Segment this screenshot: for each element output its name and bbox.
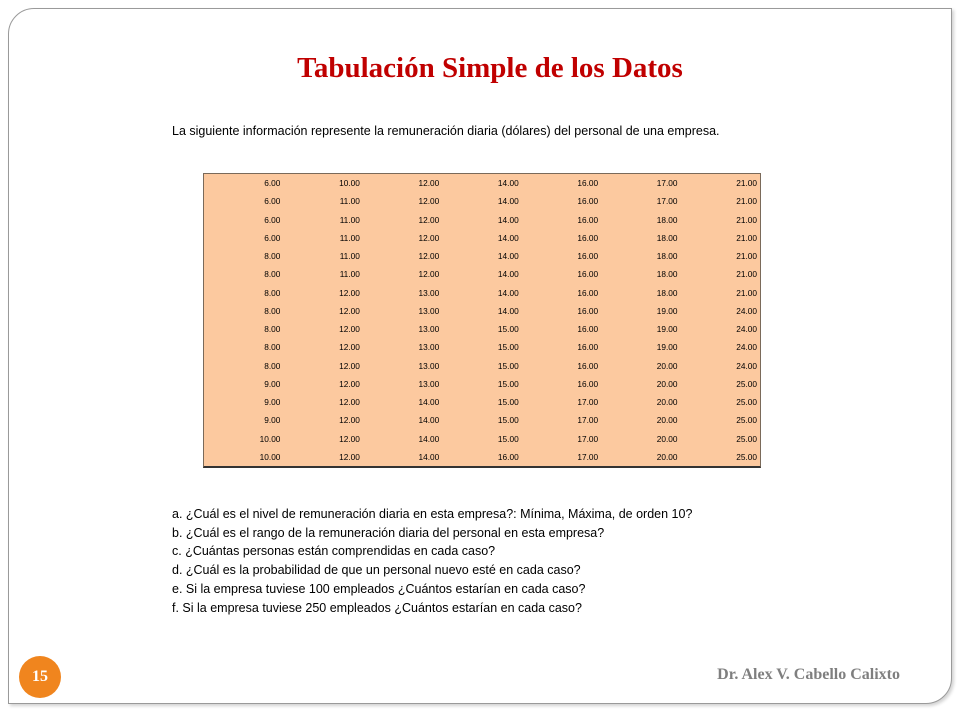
table-cell: 15.00 (497, 342, 519, 353)
slide-number-badge: 15 (19, 656, 61, 698)
table-row (204, 174, 760, 192)
table-cell: 20.00 (656, 397, 678, 408)
table-cell: 13.00 (418, 324, 440, 335)
table-cell: 12.00 (339, 433, 360, 444)
question-d: d. ¿Cuál es la probabilidad de que un personal nuevo esté en cada caso? (172, 563, 581, 578)
table-cell: 14.00 (497, 269, 519, 280)
table-cell: 8.00 (264, 360, 281, 371)
table-row (204, 284, 760, 302)
table-cell: 8.00 (264, 324, 281, 335)
table-cell: 6.00 (264, 196, 281, 207)
table-cell: 14.00 (497, 214, 519, 225)
table-cell: 12.00 (339, 287, 360, 298)
table-cell: 12.00 (418, 251, 440, 262)
table-cell: 16.00 (577, 232, 599, 243)
table-cell: 12.00 (339, 324, 360, 335)
table-cell: 6.00 (264, 232, 281, 243)
table-cell: 6.00 (264, 178, 281, 189)
table-cell: 21.00 (736, 269, 757, 280)
table-cell: 24.00 (736, 360, 757, 371)
table-cell: 18.00 (656, 251, 678, 262)
table-cell: 15.00 (497, 360, 519, 371)
table-row (204, 375, 760, 393)
table-cell: 12.00 (339, 360, 360, 371)
table-cell: 16.00 (497, 451, 519, 462)
table-row (204, 320, 760, 338)
table-cell: 14.00 (418, 451, 440, 462)
table-cell: 12.00 (418, 214, 440, 225)
table-cell: 17.00 (577, 415, 599, 426)
table-cell: 21.00 (736, 287, 757, 298)
table-cell: 25.00 (736, 451, 757, 462)
table-cell: 10.00 (339, 178, 360, 189)
table-cell: 21.00 (736, 232, 757, 243)
table-cell: 20.00 (656, 415, 678, 426)
slide-title: Tabulación Simple de los Datos (297, 52, 683, 84)
table-row (204, 411, 760, 429)
question-f: f. Si la empresa tuviese 250 empleados ¿Cuántos estarían en cada caso? (172, 600, 582, 615)
table-cell: 6.00 (264, 214, 281, 225)
table-cell: 12.00 (339, 305, 360, 316)
table-cell: 14.00 (497, 196, 519, 207)
table-cell: 10.00 (259, 451, 281, 462)
table-cell: 16.00 (577, 360, 599, 371)
table-cell: 11.00 (339, 214, 360, 225)
table-row (204, 229, 760, 247)
table-cell: 15.00 (497, 397, 519, 408)
table-cell: 11.00 (339, 196, 360, 207)
table-cell: 16.00 (577, 324, 599, 335)
table-cell: 13.00 (418, 287, 440, 298)
table-cell: 21.00 (736, 251, 757, 262)
table-cell: 17.00 (656, 178, 678, 189)
table-cell: 14.00 (418, 397, 440, 408)
table-cell: 16.00 (577, 378, 599, 389)
table-cell: 11.00 (339, 269, 360, 280)
table-cell: 15.00 (497, 415, 519, 426)
table-cell: 18.00 (656, 214, 678, 225)
table-cell: 19.00 (656, 305, 678, 316)
table-cell: 17.00 (577, 451, 599, 462)
table-cell: 20.00 (656, 433, 678, 444)
table-row (204, 357, 760, 375)
table-cell: 14.00 (418, 415, 440, 426)
table-cell: 13.00 (418, 305, 440, 316)
table-cell: 12.00 (418, 269, 440, 280)
table-row (204, 302, 760, 320)
table-cell: 25.00 (736, 378, 757, 389)
table-cell: 16.00 (577, 269, 599, 280)
table-cell: 17.00 (577, 433, 599, 444)
table-row (204, 211, 760, 229)
data-table (204, 174, 760, 466)
table-cell: 10.00 (259, 433, 281, 444)
table-row (204, 448, 760, 466)
table-cell: 19.00 (656, 324, 678, 335)
table-cell: 18.00 (656, 287, 678, 298)
table-cell: 8.00 (264, 305, 281, 316)
table-cell: 14.00 (497, 251, 519, 262)
table-cell: 8.00 (264, 342, 281, 353)
table-row (204, 192, 760, 210)
table-cell: 8.00 (264, 287, 281, 298)
table-cell: 24.00 (736, 324, 757, 335)
table-cell: 9.00 (264, 378, 281, 389)
table-cell: 16.00 (577, 305, 599, 316)
table-cell: 14.00 (497, 232, 519, 243)
table-cell: 16.00 (577, 214, 599, 225)
table-cell: 15.00 (497, 324, 519, 335)
table-cell: 17.00 (656, 196, 678, 207)
table-cell: 12.00 (418, 232, 440, 243)
table-cell: 9.00 (264, 397, 281, 408)
table-cell: 21.00 (736, 214, 757, 225)
table-cell: 25.00 (736, 433, 757, 444)
table-cell: 13.00 (418, 342, 440, 353)
table-cell: 11.00 (339, 251, 360, 262)
table-cell: 12.00 (339, 342, 360, 353)
table-cell: 20.00 (656, 360, 678, 371)
table-cell: 12.00 (339, 415, 360, 426)
question-e: e. Si la empresa tuviese 100 empleados ¿Cuántos estarían en cada caso? (172, 581, 586, 596)
table-cell: 16.00 (577, 251, 599, 262)
table-cell: 14.00 (497, 287, 519, 298)
table-cell: 17.00 (577, 397, 599, 408)
intro-text: La siguiente información represente la remuneración diaria (dólares) del personal de una empresa. (172, 124, 720, 138)
table-cell: 8.00 (264, 251, 281, 262)
table-cell: 14.00 (497, 178, 519, 189)
table-cell: 20.00 (656, 378, 678, 389)
table-cell: 8.00 (264, 269, 281, 280)
table-cell: 12.00 (339, 451, 360, 462)
table-cell: 19.00 (656, 342, 678, 353)
table-cell: 16.00 (577, 287, 599, 298)
table-row (204, 393, 760, 411)
table-cell: 25.00 (736, 415, 757, 426)
table-cell: 24.00 (736, 342, 757, 353)
data-table-container (203, 173, 761, 468)
table-cell: 24.00 (736, 305, 757, 316)
table-cell: 13.00 (418, 360, 440, 371)
table-cell: 16.00 (577, 196, 599, 207)
table-cell: 20.00 (656, 451, 678, 462)
table-cell: 15.00 (497, 378, 519, 389)
table-cell: 12.00 (339, 378, 360, 389)
table-cell: 11.00 (339, 232, 360, 243)
table-cell: 16.00 (577, 342, 599, 353)
table-cell: 15.00 (497, 433, 519, 444)
question-c: c. ¿Cuántas personas están comprendidas en cada caso? (172, 544, 496, 559)
table-row (204, 247, 760, 265)
table-cell: 14.00 (418, 433, 440, 444)
question-a: a. ¿Cuál es el nivel de remuneración diaria en esta empresa?: Mínima, Máxima, de orden 10? (172, 507, 693, 521)
question-b: b. ¿Cuál es el rango de la remuneración diaria del personal en esta empresa? (172, 525, 605, 540)
questions-list (172, 505, 692, 617)
table-row (204, 430, 760, 448)
table-cell: 9.00 (264, 415, 281, 426)
table-cell: 13.00 (418, 378, 440, 389)
table-cell: 21.00 (736, 196, 757, 207)
table-cell: 21.00 (736, 178, 757, 189)
table-row (204, 265, 760, 283)
table-cell: 18.00 (656, 269, 678, 280)
table-cell: 25.00 (736, 397, 757, 408)
table-cell: 18.00 (656, 232, 678, 243)
table-cell: 16.00 (577, 178, 599, 189)
table-cell: 14.00 (497, 305, 519, 316)
table-row (204, 338, 760, 356)
author-footer: Dr. Alex V. Cabello Calixto (717, 666, 900, 683)
table-cell: 12.00 (418, 196, 440, 207)
table-cell: 12.00 (339, 397, 360, 408)
table-cell: 12.00 (418, 178, 440, 189)
